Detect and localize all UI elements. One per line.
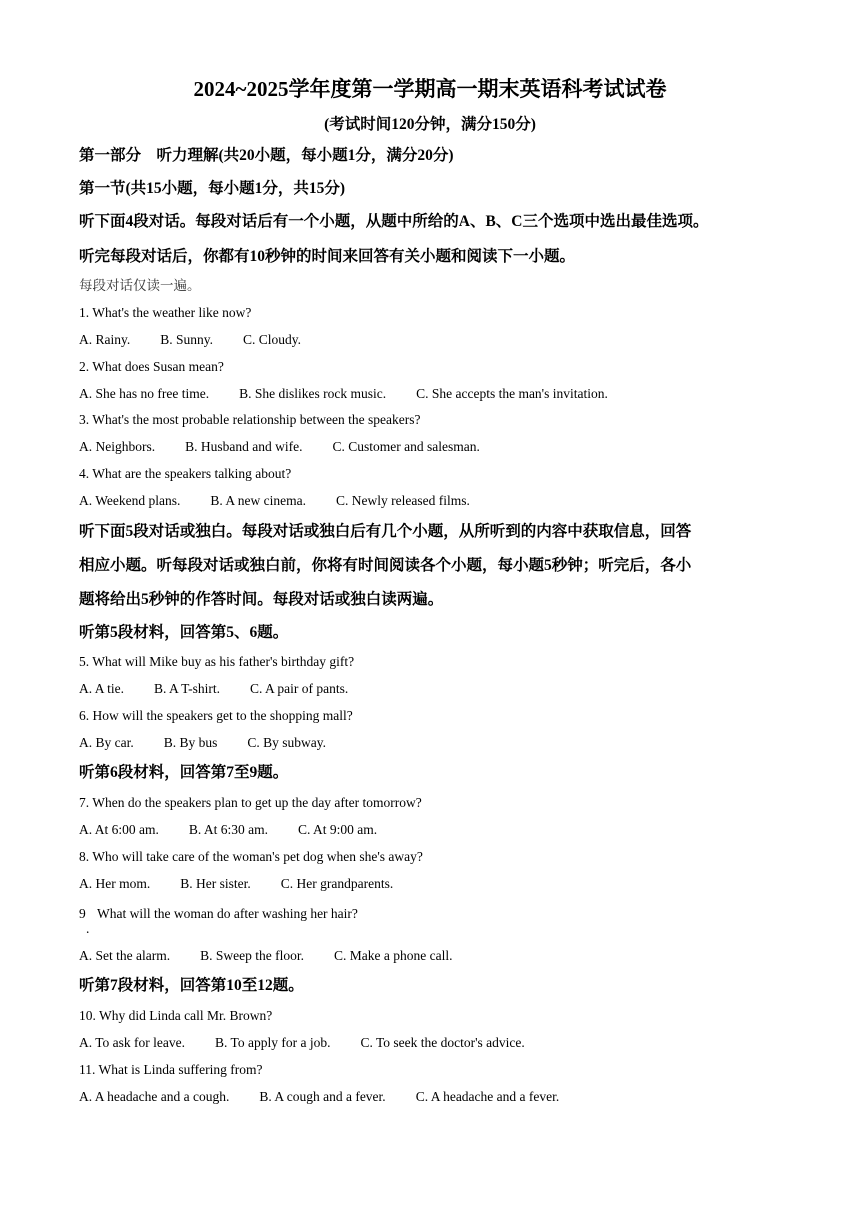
option-c: C. Her grandparents.: [280, 876, 394, 891]
option-c: C. At 9:00 am.: [298, 822, 378, 837]
question-8-options: [79, 874, 393, 894]
option-a: A. She has no free time.: [79, 386, 210, 401]
question-11-options: [79, 1087, 559, 1107]
exam-title: 2024~2025学年度第一学期高一期末英语科考试试卷: [193, 77, 667, 101]
option-a: A. A tie.: [79, 681, 125, 696]
material-7-heading: 听第7段材料，回答第10至12题。: [79, 977, 304, 994]
material-5-heading: 听第5段材料，回答第5、6题。: [79, 624, 289, 641]
option-b: B. She dislikes rock music.: [239, 386, 387, 401]
question-11: 11. What is Linda suffering from?: [79, 1062, 263, 1077]
section1-heading: 第一节(共15小题，每小题1分，共15分): [79, 180, 346, 197]
option-c: C. Customer and salesman.: [332, 439, 480, 454]
option-b: B. Sweep the floor.: [200, 948, 304, 963]
option-a: A. Weekend plans.: [79, 493, 181, 508]
question-5-options: [79, 679, 348, 699]
option-b: B. Sunny.: [160, 332, 214, 347]
question-10: 10. Why did Linda call Mr. Brown?: [79, 1008, 273, 1023]
option-b: B. Her sister.: [180, 876, 251, 891]
option-c: C. Make a phone call.: [333, 948, 453, 963]
option-c: C. To seek the doctor's advice.: [360, 1035, 525, 1050]
instruction2-line-3: 题将给出5秒钟的作答时间。每段对话或独白读两遍。: [79, 591, 444, 608]
option-c: C. She accepts the man's invitation.: [416, 386, 608, 401]
question-2-options: [79, 384, 608, 404]
question-1: 1. What's the weather like now?: [79, 305, 252, 320]
question-9-number: 9: [79, 906, 86, 921]
option-b: B. Husband and wife.: [185, 439, 303, 454]
part1-heading: 第一部分 听力理解(共20小题，每小题1分，满分20分): [79, 147, 454, 164]
question-8: 8. Who will take care of the woman's pet dog when she's away?: [79, 849, 423, 864]
question-9-dot: .: [86, 921, 90, 936]
option-b: B. To apply for a job.: [215, 1035, 331, 1050]
question-9: What will the woman do after washing her hair?: [97, 906, 358, 921]
option-a: A. At 6:00 am.: [79, 822, 159, 837]
question-7-options: [79, 820, 377, 840]
question-10-options: [79, 1033, 525, 1053]
option-b: B. By bus: [163, 735, 218, 750]
question-2: 2. What does Susan mean?: [79, 359, 224, 374]
material-6-heading: 听第6段材料，回答第7至9题。: [79, 764, 289, 781]
instruction2-line-1: 听下面5段对话或独白。每段对话或独白后有几个小题，从所听到的内容中获取信息，回答: [79, 523, 692, 540]
question-9-options: [79, 946, 452, 966]
option-c: C. By subway.: [247, 735, 327, 750]
option-a: A. By car.: [79, 735, 134, 750]
option-c: C. A headache and a fever.: [415, 1089, 560, 1104]
question-6: 6. How will the speakers get to the shopping mall?: [79, 708, 353, 723]
question-4-options: [79, 491, 470, 511]
question-3: 3. What's the most probable relationship between the speakers?: [79, 412, 421, 427]
question-4: 4. What are the speakers talking about?: [79, 466, 292, 481]
exam-subtitle: (考试时间120分钟，满分150分): [324, 116, 536, 133]
option-a: A. Rainy.: [79, 332, 131, 347]
instruction-line-2: 听完每段对话后，你都有10秒钟的时间来回答有关小题和阅读下一小题。: [79, 248, 576, 265]
question-7: 7. When do the speakers plan to get up the day after tomorrow?: [79, 795, 422, 810]
option-b: B. A cough and a fever.: [259, 1089, 386, 1104]
instruction2-line-2: 相应小题。听每段对话或独白前，你将有时间阅读各个小题，每小题5秒钟；听完后，各小: [79, 557, 692, 574]
question-5: 5. What will Mike buy as his father's birthday gift?: [79, 654, 355, 669]
option-b: B. A new cinema.: [210, 493, 306, 508]
read-once-note: 每段对话仅读一遍。: [79, 278, 201, 293]
option-c: C. Cloudy.: [243, 332, 302, 347]
option-c: C. A pair of pants.: [250, 681, 349, 696]
option-a: A. Neighbors.: [79, 439, 156, 454]
question-1-options: [79, 330, 301, 350]
instruction-line-1: 听下面4段对话。每段对话后有一个小题，从题中所给的A、B、C三个选项中选出最佳选项。: [79, 213, 709, 230]
option-a: A. To ask for leave.: [79, 1035, 186, 1050]
option-a: A. A headache and a cough.: [79, 1089, 230, 1104]
option-b: B. A T-shirt.: [154, 681, 221, 696]
question-6-options: [79, 733, 326, 753]
question-3-options: [79, 437, 480, 457]
option-a: A. Set the alarm.: [79, 948, 171, 963]
option-a: A. Her mom.: [79, 876, 151, 891]
option-b: B. At 6:30 am.: [188, 822, 269, 837]
option-c: C. Newly released films.: [336, 493, 470, 508]
